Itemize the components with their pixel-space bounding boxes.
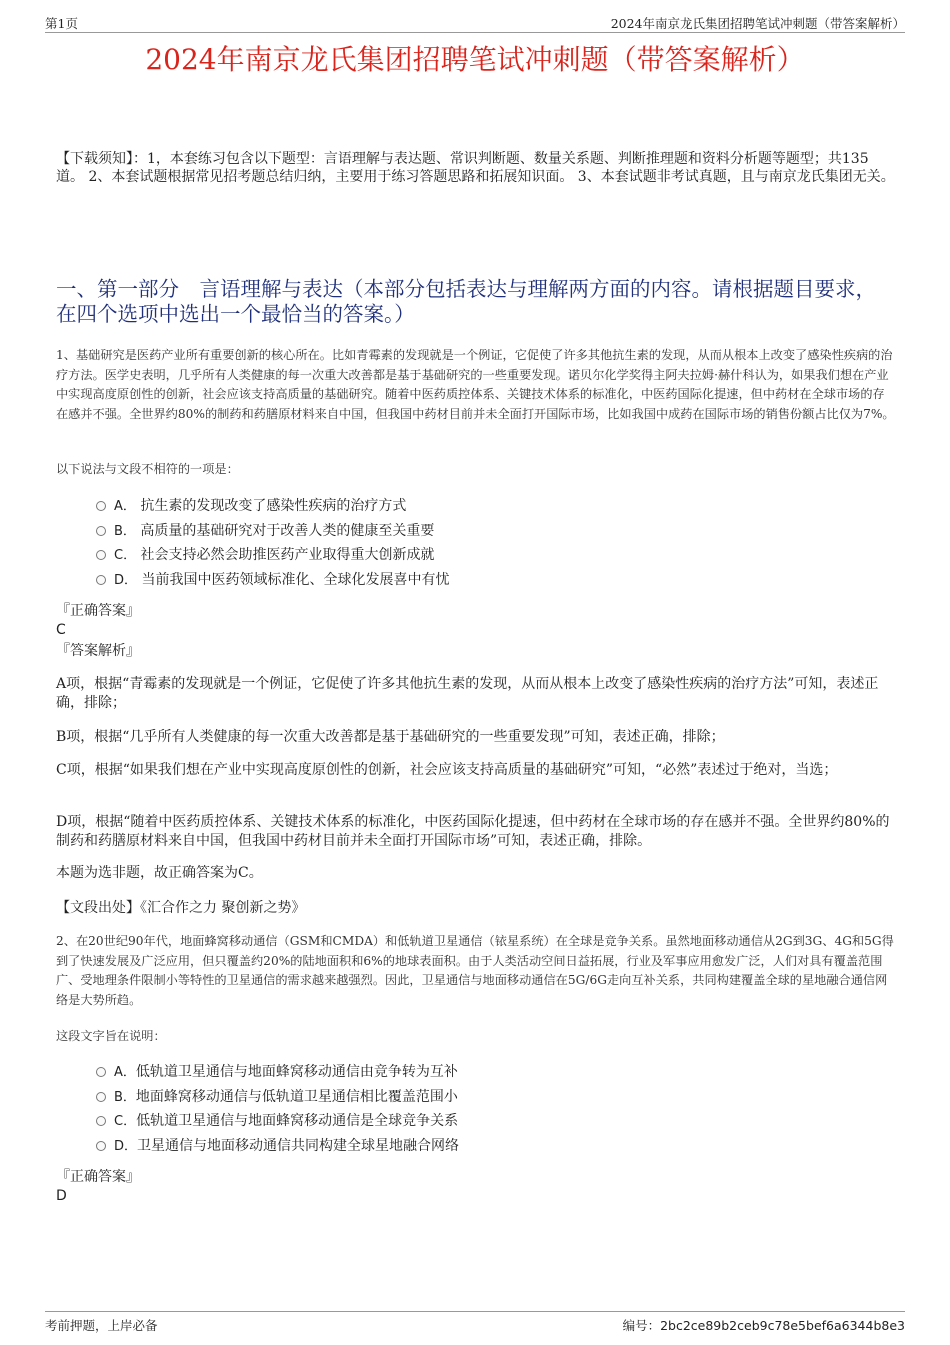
question-1-options — [96, 494, 449, 592]
radio-icon[interactable] — [96, 526, 106, 536]
question-1-text: 1、基础研究是医药产业所有重要创新的核心所在。比如青霉素的发现就是一个例证，它促使了许多其他抗生素的发现，从而从根本上改变了感染性疾病的治疗方法。医学史表明，几乎所有人类健康的每一次重大改善都是基于基础研究的一些重要发现。诺贝尔化学奖得主阿夫拉姆·赫什科认为，如果我们想在产业中实现高度原创性的创新，社会应该支持高质量的基础研究。随着中医药质控体系、关键技术体系的标准化，中医药国际化提速，但中药材在全球市场的存在感并不强。全世界约80%的制药和药膳原材料来自中国，但我国中药材目前并未全面打开国际市场，比如我国中成药在国际市场的销售份额占比仅为7%。 — [56, 348, 895, 421]
analysis-label: 『答案解析』 — [56, 643, 140, 659]
option-c[interactable]: C． 社会支持必然会助推医药产业取得重大创新成就 — [96, 543, 449, 568]
radio-icon[interactable] — [96, 1067, 106, 1077]
analysis-conclusion: 本题为选非题，故正确答案为C。 — [56, 865, 263, 881]
option-b[interactable]: B．地面蜂窝移动通信与低轨道卫星通信相比覆盖范围小 — [96, 1085, 459, 1110]
page-footer — [45, 1311, 905, 1333]
option-d[interactable]: D．卫星通信与地面移动通信共同构建全球星地融合网络 — [96, 1134, 459, 1159]
analysis-c: C项，根据“如果我们想在产业中实现高度原创性的创新，社会应该支持高质量的基础研究”可知，“必然”表述过于绝对，当选； — [56, 762, 838, 778]
footer-slogan: 考前押题，上岸必备 — [45, 1318, 158, 1333]
option-a[interactable]: A．低轨道卫星通信与地面蜂窝移动通信由竞争转为互补 — [96, 1060, 459, 1085]
download-notice: 【下载须知】：1，本套练习包含以下题型：言语理解与表达题、常识判断题、数量关系题、判断推理题和资料分析题等题型；共135道。 2、本套试题根据常见招考题总结归纳，主要用于练习答题思路和拓展知识面。 3、本套试题非考试真题，且与南京龙氏集团无关。 — [56, 151, 895, 185]
analysis-b: B项，根据“几乎所有人类健康的每一次重大改善都是基于基础研究的一些重要发现”可知，表述正确，排除； — [56, 729, 725, 745]
option-b[interactable]: B． 高质量的基础研究对于改善人类的健康至关重要 — [96, 519, 449, 544]
radio-icon[interactable] — [96, 550, 106, 560]
analysis-a: A项，根据“青霉素的发现就是一个例证，它促使了许多其他抗生素的发现，从而从根本上改变了感染性疾病的治疗方法”可知，表述正确，排除； — [56, 676, 879, 711]
question-2-prompt: 这段文字旨在说明： — [56, 1029, 166, 1043]
section-title: 一、第一部分 言语理解与表达（本部分包括表达与理解两方面的内容。请根据题目要求，在四个选项中选出一个最恰当的答案。） — [56, 277, 876, 326]
option-c[interactable]: C．低轨道卫星通信与地面蜂窝移动通信是全球竞争关系 — [96, 1109, 459, 1134]
analysis-d: D项，根据“随着中医药质控体系、关键技术体系的标准化，中医药国际化提速，但中药材在全球市场的存在感并不强。全世界约80%的制药和药膳原材料来自中国，但我国中药材目前并未全面打开国际市场”可知，表述正确，排除。 — [56, 814, 890, 849]
header-doc-title: 2024年南京龙氏集团招聘笔试冲刺题（带答案解析） — [610, 16, 905, 31]
answer-label: 『正确答案』 — [56, 603, 140, 619]
radio-icon[interactable] — [96, 501, 106, 511]
option-a[interactable]: A． 抗生素的发现改变了感染性疾病的治疗方式 — [96, 494, 449, 519]
footer-doc-id: 编号：2bc2ce89b2ceb9c78e5bef6a6344b8e3 — [622, 1318, 905, 1333]
question-2-options — [96, 1060, 459, 1158]
answer-label: 『正确答案』 — [56, 1169, 140, 1185]
option-d[interactable]: D． 当前我国中医药领域标准化、全球化发展喜中有忧 — [96, 568, 449, 593]
question-1-prompt: 以下说法与文段不相符的一项是： — [56, 462, 239, 476]
question-2-text: 2、在20世纪90年代，地面蜂窝移动通信（GSM和CMDA）和低轨道卫星通信（铱星系统）在全球是竞争关系。虽然地面移动通信从2G到3G、4G和5G得到了快速发展及广泛应用，但只覆盖约20%的陆地面积和6%的地球表面积。由于人类活动空间日益拓展，行业及军事应用愈发广泛，人们对具有覆盖范围广、受地理条件限制小等特性的卫星通信的需求越来越强烈。因此，卫星通信与地面移动通信在5G/6G走向互补关系，共同构建覆盖全球的星地融合通信网络是大势所趋。 — [56, 934, 894, 1007]
radio-icon[interactable] — [96, 1092, 106, 1102]
answer-value: D — [56, 1188, 67, 1204]
page-number: 第1页 — [45, 16, 78, 31]
document-title: 2024年南京龙氏集团招聘笔试冲刺题（带答案解析） — [145, 43, 805, 76]
text-source: 【文段出处】《汇合作之力 聚创新之势》 — [56, 900, 306, 916]
radio-icon[interactable] — [96, 575, 106, 585]
page-header — [45, 14, 905, 33]
answer-value: C — [56, 622, 66, 638]
radio-icon[interactable] — [96, 1116, 106, 1126]
radio-icon[interactable] — [96, 1141, 106, 1151]
